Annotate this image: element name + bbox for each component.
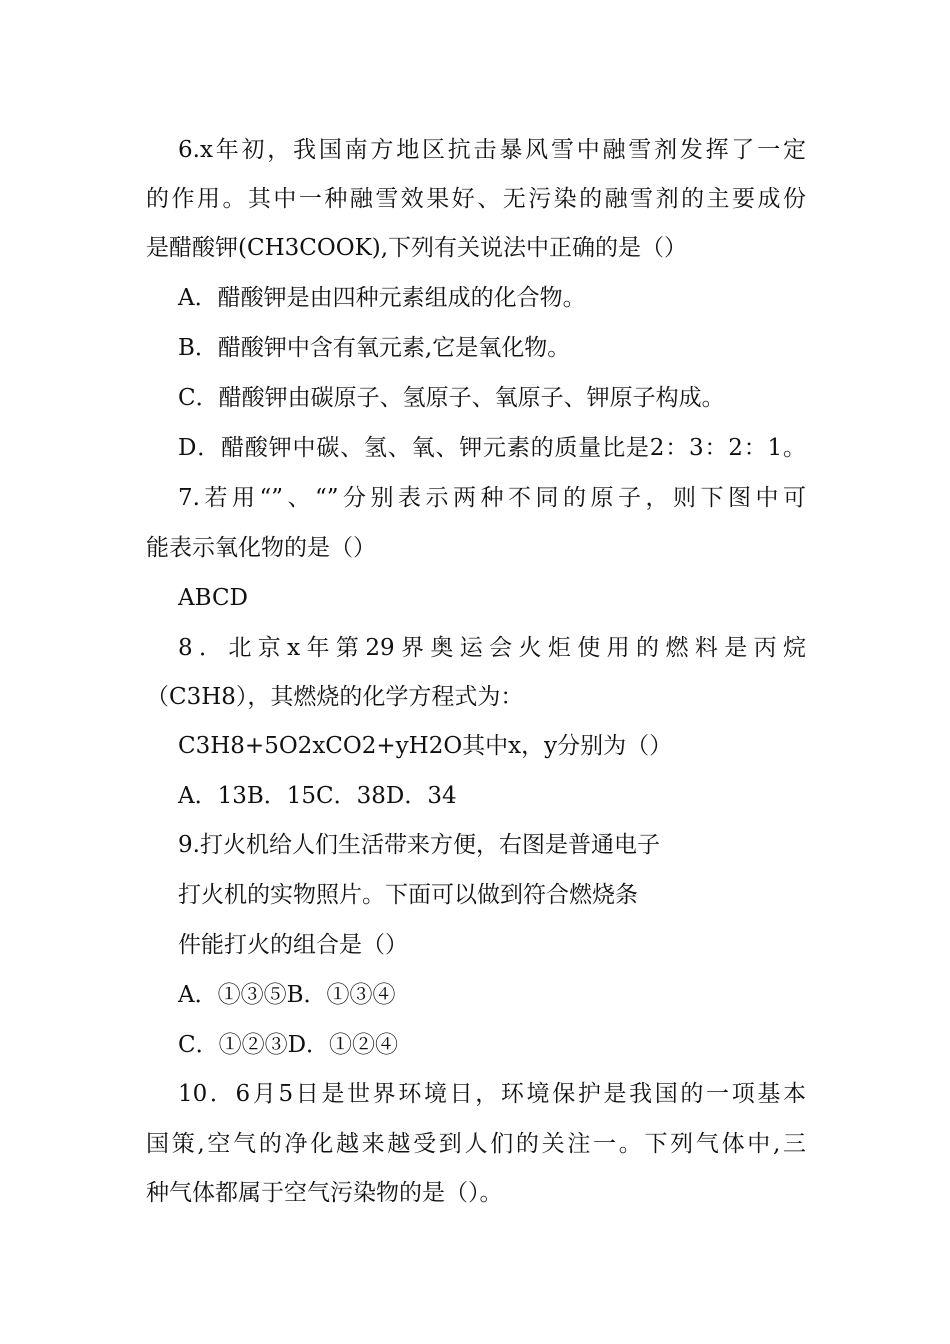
q10-line-2: 国策,空气的净化越来越受到人们的关注一。下列气体中,三 xyxy=(146,1131,806,1157)
q9-line-2: 打火机的实物照片。下面可以做到符合燃烧条 xyxy=(178,882,638,908)
q9-options-cd: C．①②③D．①②④ xyxy=(178,1032,399,1058)
q9-options-ab: A．①③⑤B．①③④ xyxy=(178,982,396,1008)
q9-line-3: 件能打火的组合是（） xyxy=(178,932,408,958)
q6-line-3: 是醋酸钾(CH3COOK),下列有关说法中正确的是（） xyxy=(146,235,688,261)
q8-options: A．13B．15C．38D．34 xyxy=(178,783,457,809)
q7-line-2: 能表示氧化物的是（） xyxy=(146,535,376,561)
q6-option-b: B．醋酸钾中含有氧元素,它是氧化物。 xyxy=(178,335,571,361)
q6-line-1: 6.x年初，我国南方地区抗击暴风雪中融雪剂发挥了一定 xyxy=(178,137,806,163)
q7-line-1: 7.若用“”、“”分别表示两种不同的原子，则下图中可 xyxy=(178,485,806,511)
q6-option-a: A．醋酸钾是由四种元素组成的化合物。 xyxy=(178,285,586,311)
q10-line-3: 种气体都属于空气污染物的是（）。 xyxy=(146,1180,503,1206)
q8-line-1: 8．北京x年第29界奥运会火炬使用的燃料是丙烷 xyxy=(178,635,806,661)
q7-options: ABCD xyxy=(178,585,248,611)
q8-line-2: （C3H8），其燃烧的化学方程式为： xyxy=(146,684,524,710)
q6-line-2: 的作用。其中一种融雪效果好、无污染的融雪剂的主要成份 xyxy=(146,186,806,212)
q9-line-1: 9.打火机给人们生活带来方便，右图是普通电子 xyxy=(178,832,660,858)
q10-line-1: 10．6月5日是世界环境日，环境保护是我国的一项基本 xyxy=(178,1081,806,1107)
q6-option-c: C．醋酸钾由碳原子、氢原子、氧原子、钾原子构成。 xyxy=(178,385,725,411)
q6-option-d: D．醋酸钾中碳、氢、氧、钾元素的质量比是2：3：2：1。 xyxy=(178,435,806,461)
q8-equation: C3H8+5O2xCO2+yH2O其中x，y分别为（） xyxy=(178,733,673,759)
